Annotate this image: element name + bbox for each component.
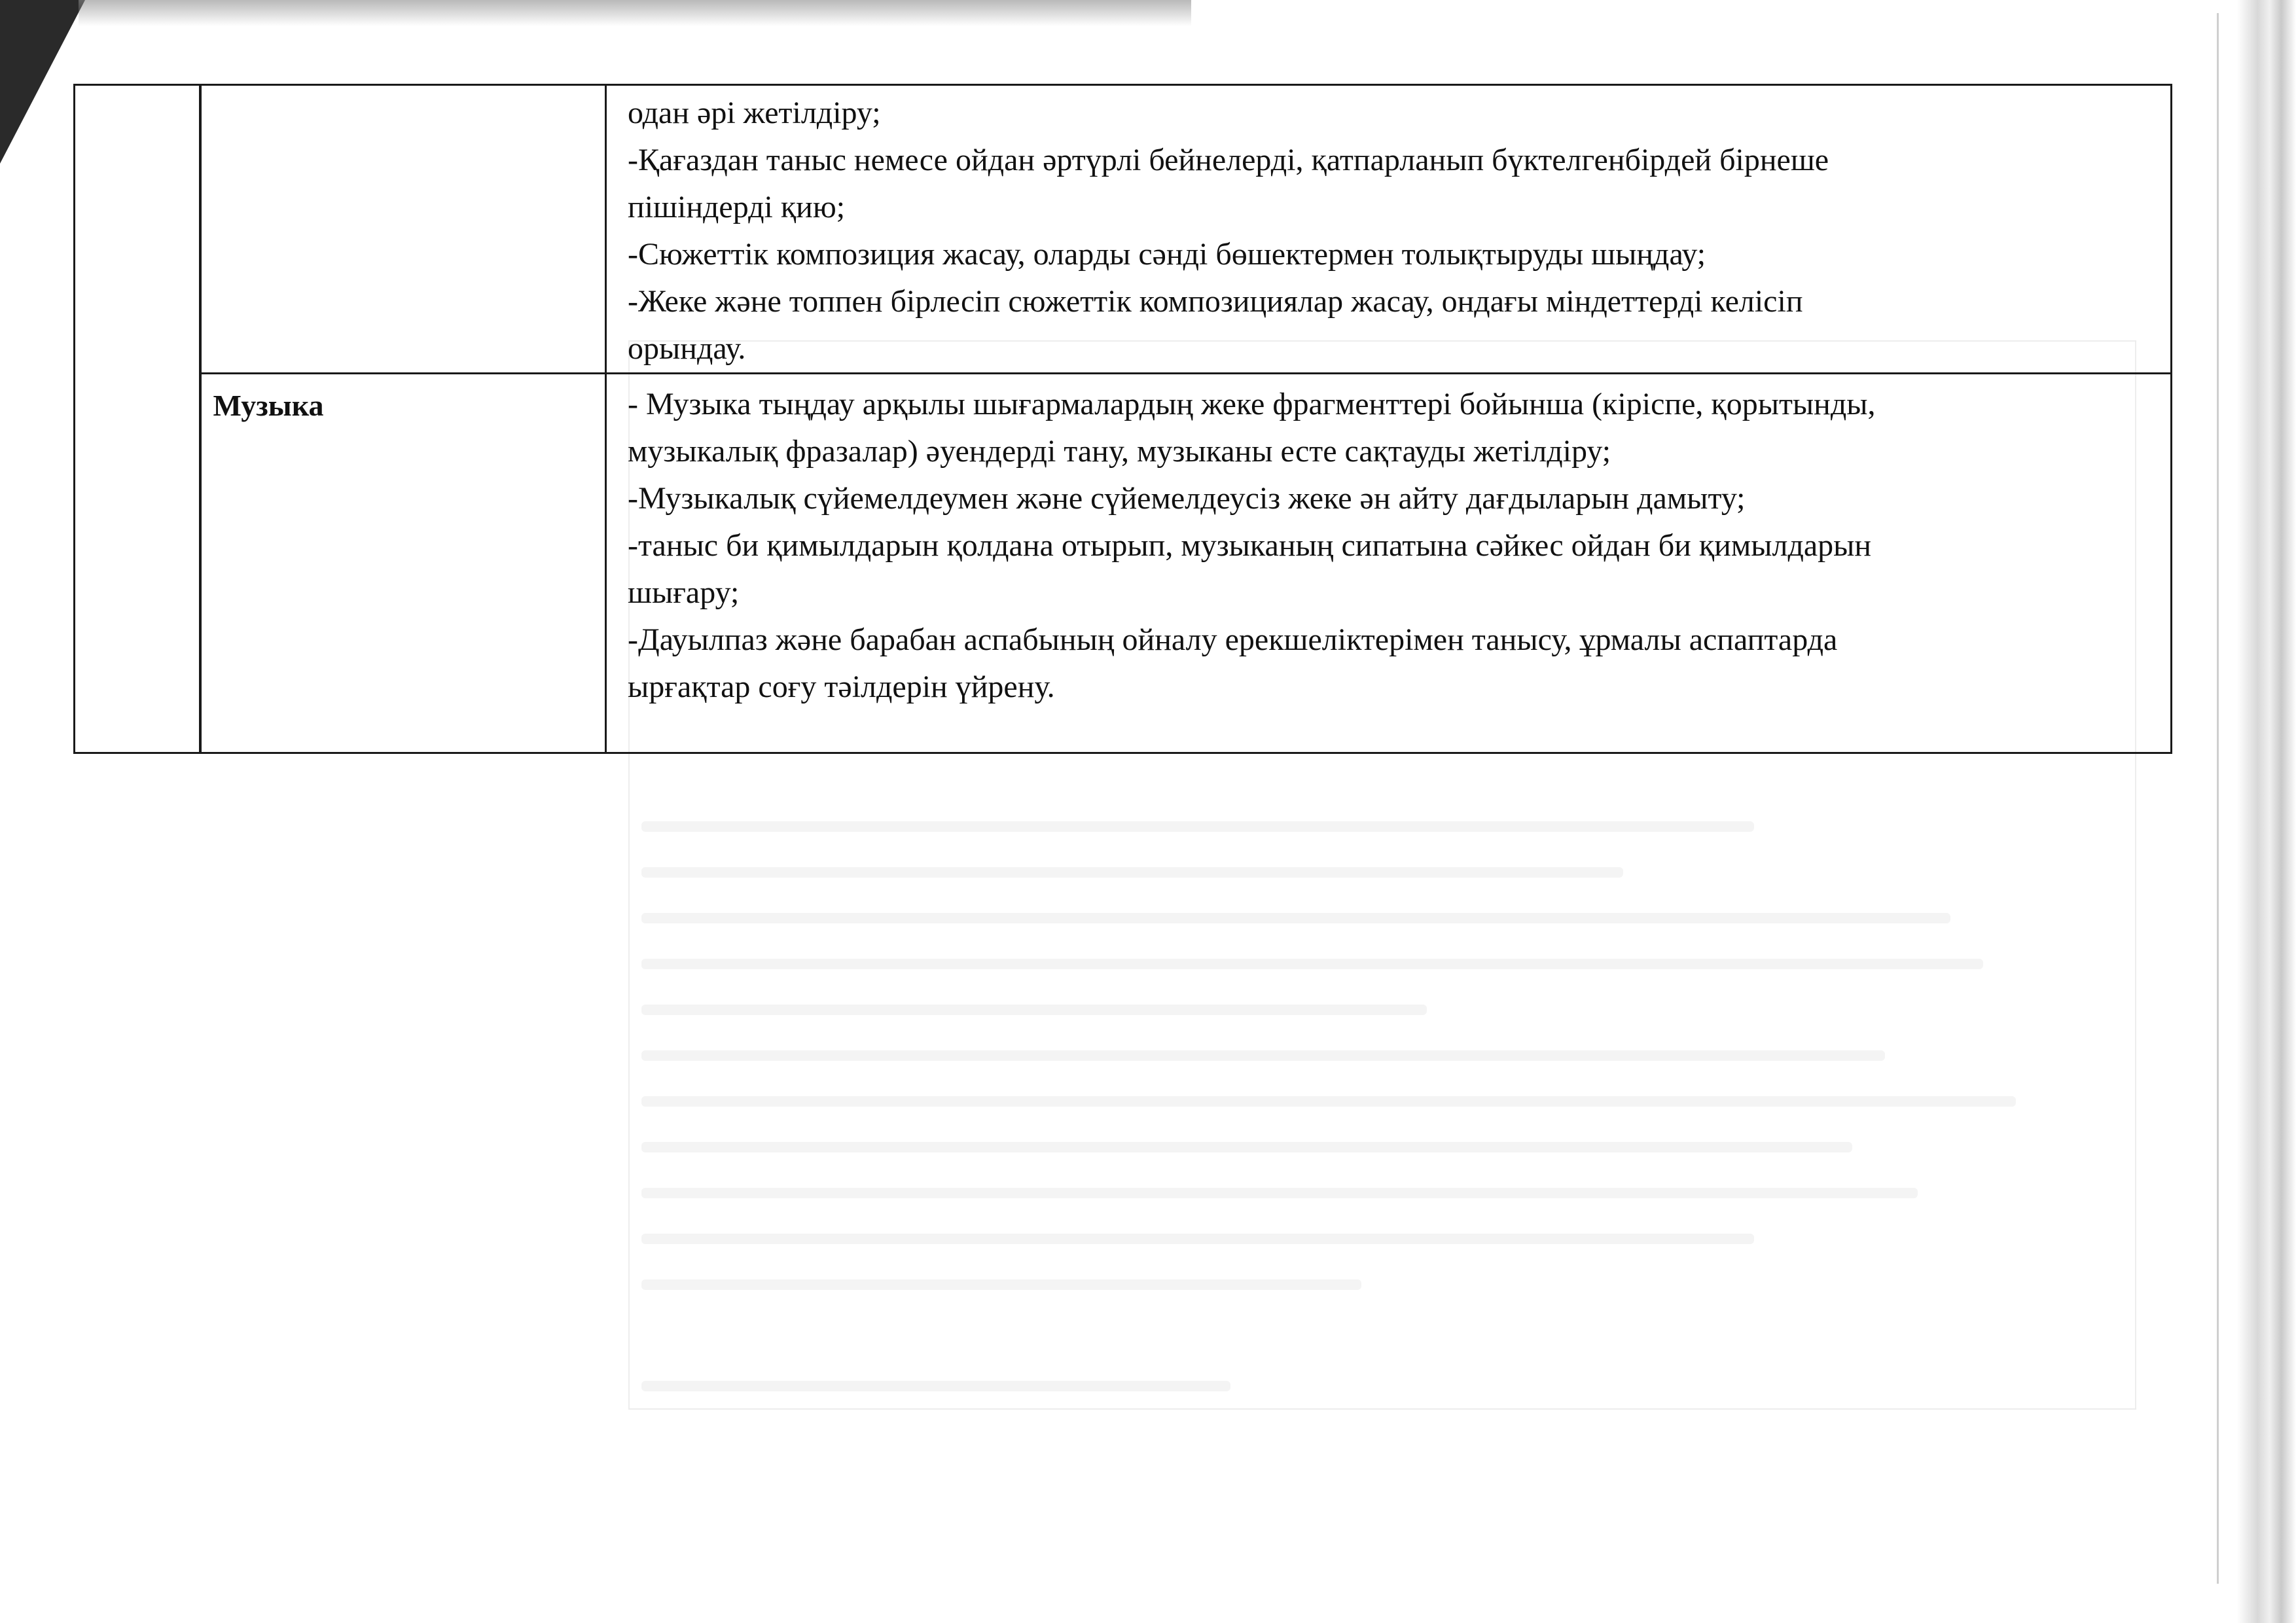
bleed-through-line <box>641 821 1754 832</box>
bleed-through-line <box>641 1142 1852 1152</box>
table-row <box>75 374 2172 753</box>
bleed-through-line <box>641 913 1950 923</box>
bleed-through-line <box>641 1096 2016 1107</box>
curriculum-table <box>73 84 2172 754</box>
content-line: -таныс би қимылдарын қолдана отырып, музыканың сипатына сәйкес ойдан би қимылдарын <box>628 528 1872 563</box>
bleed-through-line <box>641 1234 1754 1244</box>
bleed-through-line <box>641 867 1623 878</box>
content-line: одан әрі жетілдіру; <box>628 96 881 130</box>
content-lines <box>628 381 2152 711</box>
subject-cell <box>200 85 606 374</box>
content-line: -Сюжеттік композиция жасау, оларды сәнді бөшектермен толықтыруды шыңдау; <box>628 237 1706 272</box>
bleed-through-line <box>641 959 1983 969</box>
content-cell <box>606 85 2172 374</box>
content-line: пішіндерді қию; <box>628 190 846 224</box>
scan-top-shade <box>79 0 1191 26</box>
bleed-through-line <box>641 1005 1427 1015</box>
subject-label-music: Музыка <box>213 389 324 422</box>
bleed-through-line <box>641 1381 1230 1391</box>
content-line: шығару; <box>628 575 740 610</box>
content-line: орындау. <box>628 331 746 366</box>
content-line: -Музыкалық сүйемелдеумен және сүйемелдеусіз жеке ән айту дағдыларын дамыту; <box>628 481 1746 516</box>
content-line: музыкалық фразалар) әуендерді тану, музыканы есте сақтауды жетілдіру; <box>628 434 1611 469</box>
content-line: -Дауылпаз және барабан аспабының ойналу ерекшеліктерімен танысу, ұрмалы аспаптарда <box>628 622 1838 657</box>
subject-cell-music <box>200 374 606 753</box>
content-cell-music <box>606 374 2172 753</box>
content-lines <box>628 90 2152 372</box>
bleed-through-line <box>641 1188 1918 1198</box>
scan-right-edge <box>2237 0 2296 1623</box>
scan-corner-shadow <box>0 0 85 164</box>
content-line: ырғақтар соғу тәілдерін үйрену. <box>628 669 1055 704</box>
content-line: - Музыка тыңдау арқылы шығармалардың жеке фрагменттері бойынша (кіріспе, қорытынды, <box>628 387 1876 421</box>
scan-right-edge-line <box>2217 13 2219 1584</box>
content-line: -Қағаздан таныс немесе ойдан әртүрлі бейнелерді, қатпарланып бүктелгенбірдей бірнеше <box>628 143 1829 177</box>
left-margin-cell <box>75 85 200 753</box>
bleed-through-line <box>641 1050 1885 1061</box>
table-row <box>75 85 2172 374</box>
bleed-through-line <box>641 1279 1361 1290</box>
content-line: -Жеке және топпен бірлесіп сюжеттік композициялар жасау, ондағы міндеттерді келісіп <box>628 284 1803 319</box>
